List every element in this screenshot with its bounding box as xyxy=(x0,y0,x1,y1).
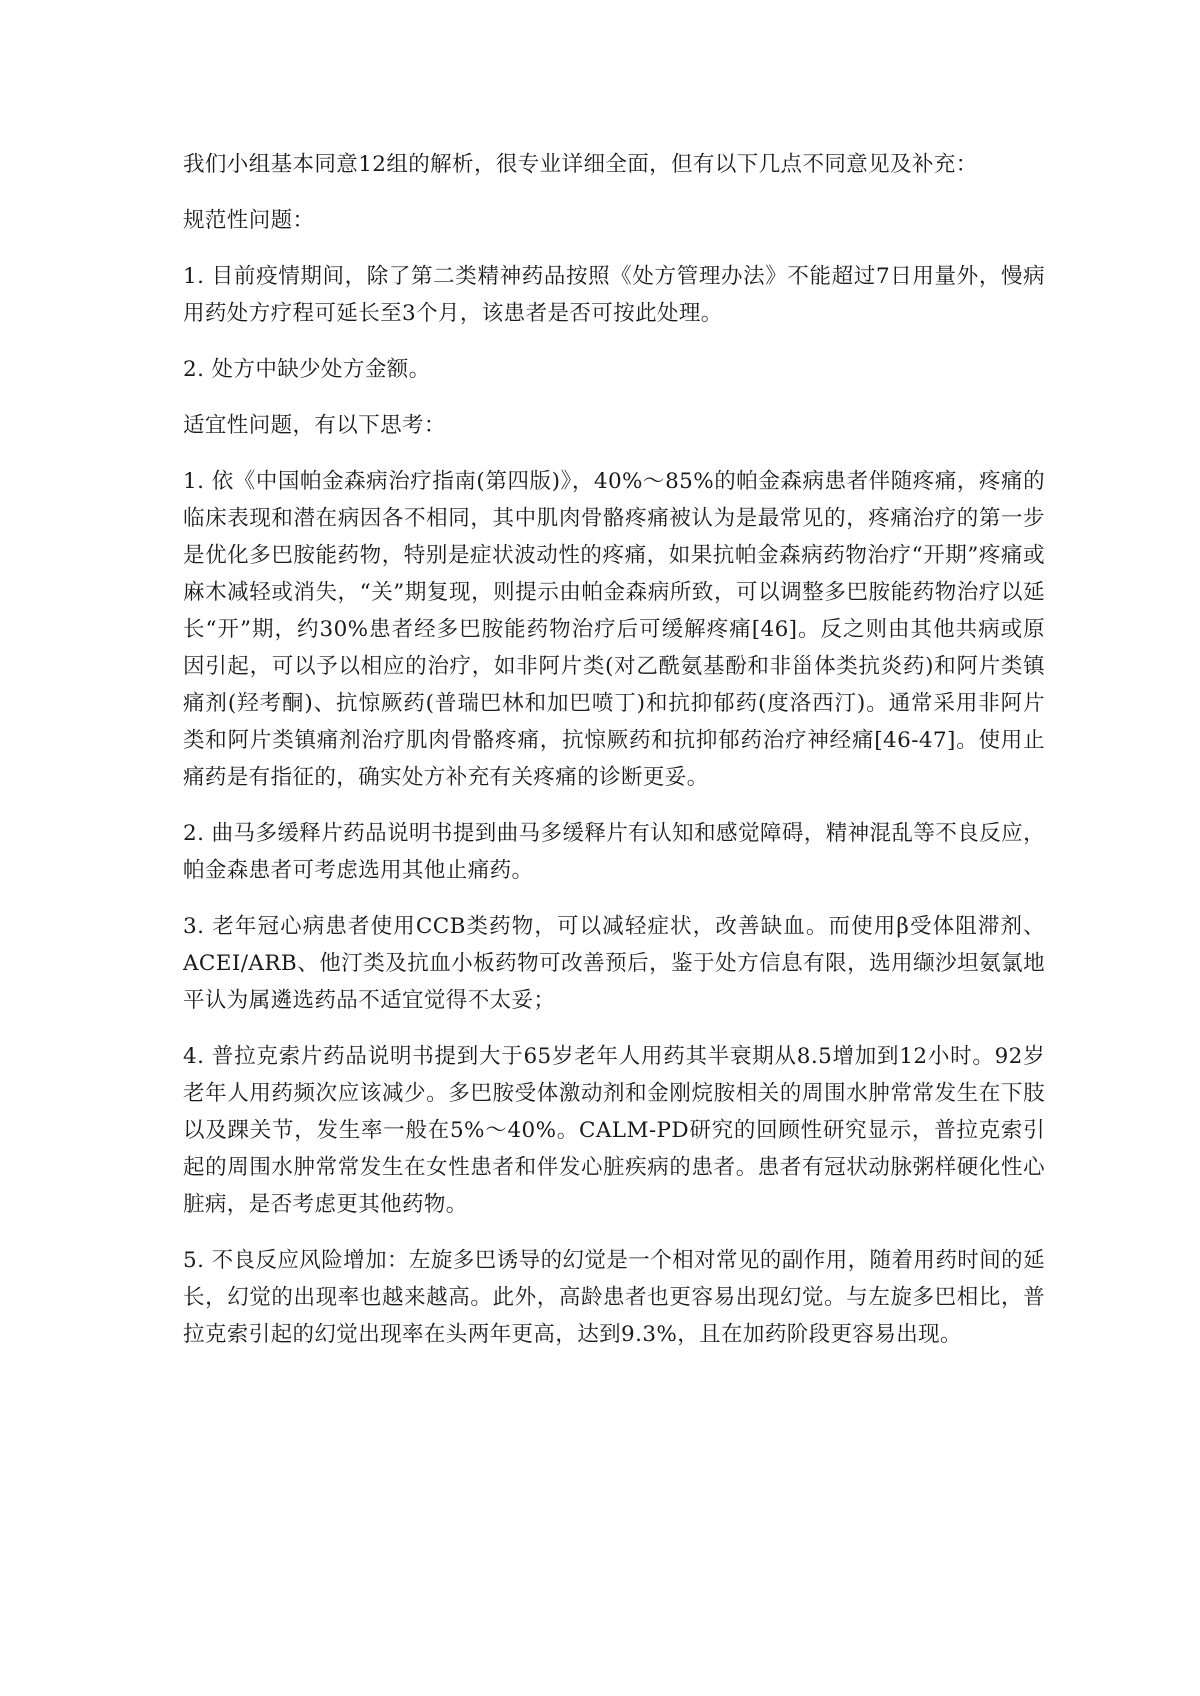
appropriateness-item-1: 1. 依《中国帕金森病治疗指南(第四版)》，40%～85%的帕金森病患者伴随疼痛，疼痛的临床表现和潜在病因各不相同，其中肌肉骨骼疼痛被认为是最常见的，疼痛治疗的第一步是优化多巴胺能药物，特别是症状波动性的疼痛，如果抗帕金森病药物治疗“开期”疼痛或麻木减轻或消失，“关”期复现，则提示由帕金森病所致，可以调整多巴胺能药物治疗以延长“开”期，约30%患者经多巴胺能药物治疗后可缓解疼痛[46]。反之则由其他共病或原因引起，可以予以相应的治疗，如非阿片类(对乙酰氨基酚和非甾体类抗炎药)和阿片类镇痛剂(羟考酮)、抗惊厥药(普瑞巴林和加巴喷丁)和抗抑郁药(度洛西汀)。通常采用非阿片类和阿片类镇痛剂治疗肌肉骨骼疼痛，抗惊厥药和抗抑郁药治疗神经痛[46-47]。使用止痛药是有指征的，确实处方补充有关疼痛的诊断更妥。 xyxy=(183,469,1045,790)
standardization-item-1: 1. 目前疫情期间，除了第二类精神药品按照《处方管理办法》不能超过7日用量外，慢病用药处方疗程可延长至3个月，该患者是否可按此处理。 xyxy=(183,264,1045,326)
appropriateness-item-4: 4. 普拉克索片药品说明书提到大于65岁老年人用药其半衰期从8.5增加到12小时。92岁老年人用药频次应该减少。多巴胺受体激动剂和金刚烷胺相关的周围水肿常常发生在下肢以及踝关节，发生率一般在5%～40%。CALM-PD研究的回顾性研究显示，普拉克索引起的周围水肿常常发生在女性患者和伴发心脏疾病的患者。患者有冠状动脉粥样硬化性心脏病，是否考虑更其他药物。 xyxy=(183,1044,1045,1217)
appropriateness-item-2: 2. 曲马多缓释片药品说明书提到曲马多缓释片有认知和感觉障碍，精神混乱等不良反应，帕金森患者可考虑选用其他止痛药。 xyxy=(183,821,1045,883)
section-heading-appropriateness: 适宜性问题，有以下思考： xyxy=(183,413,446,438)
section-heading-standardization: 规范性问题： xyxy=(183,208,315,233)
appropriateness-item-5: 5. 不良反应风险增加：左旋多巴诱导的幻觉是一个相对常见的副作用，随着用药时间的延长，幻觉的出现率也越来越高。此外，高龄患者也更容易出现幻觉。与左旋多巴相比，普拉克索引起的幻觉出现率在头两年更高，达到9.3%，且在加药阶段更容易出现。 xyxy=(183,1248,1045,1347)
appropriateness-item-3: 3. 老年冠心病患者使用CCB类药物，可以减轻症状，改善缺血。而使用β受体阻滞剂、ACEI/ARB、他汀类及抗血小板药物可改善预后，鉴于处方信息有限，选用缬沙坦氨氯地平认为属遴选药品不适宜觉得不太妥； xyxy=(183,914,1045,1013)
document-page xyxy=(183,146,1045,1372)
intro-paragraph: 我们小组基本同意12组的解析，很专业详细全面，但有以下几点不同意见及补充： xyxy=(183,152,978,177)
standardization-item-2: 2. 处方中缺少处方金额。 xyxy=(183,357,431,382)
